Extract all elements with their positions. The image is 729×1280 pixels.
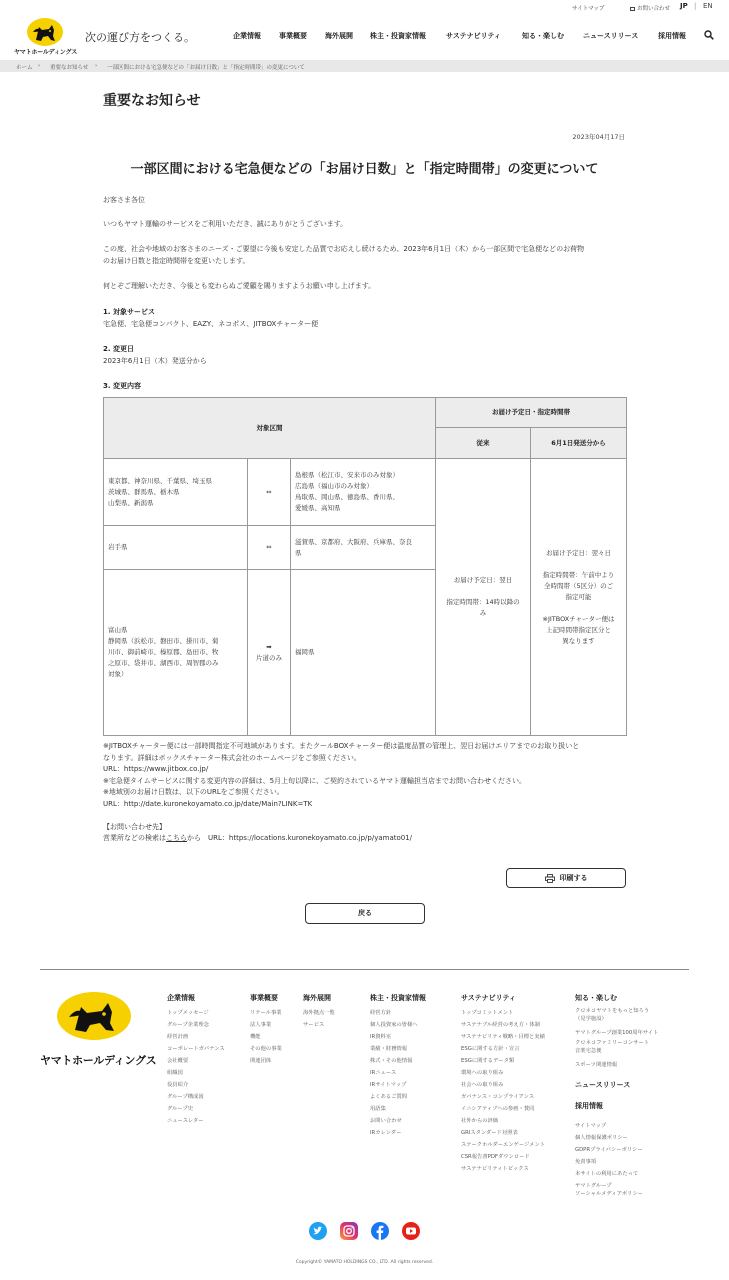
breadcrumb xyxy=(0,60,729,72)
lang-separator: | xyxy=(694,2,697,10)
footer-link[interactable]: 社会への取り組み xyxy=(461,1082,504,1088)
footer-link[interactable]: 個人投資家の皆様へ xyxy=(370,1022,418,1028)
old-conditions xyxy=(436,459,531,736)
section-1-title: 1. 対象サービス xyxy=(103,308,155,316)
footer-link[interactable]: 業績・財務情報 xyxy=(370,1046,408,1052)
footer-logo-text: ヤマトホールディングス xyxy=(40,1054,157,1067)
mail-icon xyxy=(630,7,635,11)
section-2-title: 2. 変更日 xyxy=(103,345,134,353)
footer-link[interactable]: グループ構成図 xyxy=(167,1094,204,1100)
twitter-icon[interactable] xyxy=(309,1222,327,1240)
right-arrow-icon: ➡ xyxy=(266,642,272,651)
footer-link[interactable]: 用語集 xyxy=(370,1106,386,1112)
note-line: ※JITBOXチャーター便には一部時間指定不可地域があります。またクールBOXチャーター便は温度品質の管理上、翌日お届けエリアまでのお取り扱いと xyxy=(103,742,580,750)
intro-line-2: のお届け日数と指定時間帯を変更いたします。 xyxy=(103,257,250,265)
header-old: 従来 xyxy=(436,428,531,459)
nav-enjoy[interactable]: 知る・楽しむ xyxy=(522,32,564,40)
thanks-text: いつもヤマト運輸のサービスをご利用いただき、誠にありがとうございます。 xyxy=(103,220,348,228)
footer-col-sustainability xyxy=(461,993,545,1175)
contact-heading: 【お問い合わせ先】 xyxy=(103,822,166,831)
change-table xyxy=(103,397,627,736)
search-icon[interactable] xyxy=(704,30,714,40)
footer-link[interactable]: ヤマトグループ創業100周年サイト xyxy=(575,1030,659,1036)
old-line: み xyxy=(479,609,487,617)
nav-global[interactable]: 海外展開 xyxy=(325,32,353,40)
row2-to xyxy=(291,526,436,570)
footer-link[interactable]: サステナビリティ戦略・目標と実績 xyxy=(461,1034,545,1040)
logo-text: ヤマトホールディングス xyxy=(14,49,78,56)
instagram-icon[interactable] xyxy=(340,1222,358,1240)
site-header xyxy=(0,14,729,60)
print-button[interactable] xyxy=(506,868,626,888)
new-conditions xyxy=(531,459,627,736)
contact-line xyxy=(103,833,626,845)
footer-link[interactable]: GRIスタンダード対照表 xyxy=(461,1130,518,1136)
breadcrumb-notices[interactable]: 重要なお知らせ xyxy=(50,65,89,71)
footer-link[interactable]: 組織図 xyxy=(167,1070,183,1076)
note-line: ※宅急便タイムサービスに関する変更内容の詳細は、5月上旬以降に、ご契約されているヤマト運輸担当店までお問い合わせください。 xyxy=(103,776,527,785)
footer-link[interactable]: 関連団体 xyxy=(250,1058,272,1064)
footer-col-title[interactable]: サステナビリティ xyxy=(461,994,516,1002)
new-line: ※JITBOXチャーター便は xyxy=(542,614,615,623)
printer-icon xyxy=(545,874,555,883)
footer-link[interactable]: 機能 xyxy=(250,1034,261,1040)
section-1-body: 宅急便、宅急便コンパクト、EAZY、ネコポス、JITBOXチャーター便 xyxy=(103,320,319,328)
footer-link[interactable]: イニシアティブへの参画・賛同 xyxy=(461,1106,535,1112)
footer-link[interactable]: 株式・その他情報 xyxy=(370,1058,413,1064)
footer-link[interactable]: リテール事業 xyxy=(250,1010,282,1016)
footer-link[interactable]: トップコミットメント xyxy=(461,1010,514,1016)
back-button[interactable]: 戻る xyxy=(305,903,425,924)
note-url[interactable]: URL：https://www.jitbox.co.jp/ xyxy=(103,765,209,773)
note-line: ※地域別のお届け日数は、以下のURLをご参照ください。 xyxy=(103,788,284,796)
contact-prefix: 営業所などの検索は xyxy=(103,834,166,842)
new-line: お届け予定日：翌々日 xyxy=(546,548,612,557)
nav-corporate[interactable]: 企業情報 xyxy=(233,32,261,40)
footer-link[interactable]: よくあるご質問 xyxy=(370,1094,408,1100)
footer-link[interactable]: クロネコヤマトをもっと知ろう xyxy=(575,1008,650,1014)
footer-link[interactable]: グループ史 xyxy=(167,1106,194,1112)
footer-col-ir xyxy=(370,993,426,1139)
row1-from xyxy=(104,459,248,526)
footer-link[interactable]: お問い合わせ xyxy=(370,1118,402,1124)
footer-col-corporate xyxy=(167,993,225,1127)
sitemap-link[interactable]: サイトマップ xyxy=(572,6,605,12)
new-line: 上記時間帯指定区分と xyxy=(546,625,612,634)
breadcrumb-current: 一部区間における宅急便などの「お届け日数」と「指定時間帯」の変更について xyxy=(107,65,305,71)
row2-to-line: 滋賀県、京都府、大阪府、兵庫県、奈良 xyxy=(295,537,412,546)
footer-kuroneko-logo-icon[interactable] xyxy=(57,992,131,1040)
row3-from-line: 之原市、袋井市、湖西市、周智郡のみ xyxy=(108,659,219,667)
old-line: 指定時間帯：14時以降の xyxy=(446,598,520,606)
footer-link[interactable]: 免責事項 xyxy=(575,1159,597,1165)
row3-from-line: 川市、御前崎市、榛原郡、島田市、牧 xyxy=(108,648,219,656)
footer-col-title[interactable]: 知る・楽しむ xyxy=(575,994,617,1002)
breadcrumb-separator: › xyxy=(95,63,98,69)
row1-to xyxy=(291,459,436,526)
section-3-title: 3. 変更内容 xyxy=(103,382,141,390)
row1-from-line: 茨城県、群馬県、栃木県 xyxy=(108,487,180,496)
section-2-body: 2023年6月1日（木）発送分から xyxy=(103,357,207,365)
footer-link[interactable]: ソーシャルメディアポリシー xyxy=(575,1191,644,1197)
footer-link[interactable]: 社外からの評価 xyxy=(461,1118,499,1124)
footer-link[interactable]: CSR報告書PDFダウンロード xyxy=(461,1154,530,1160)
youtube-icon[interactable] xyxy=(402,1222,420,1240)
footer-link[interactable]: 経営計画 xyxy=(167,1034,189,1040)
footer-link[interactable]: 海外拠点一覧 xyxy=(303,1010,335,1016)
tagline: 次の運び方をつくる。 xyxy=(85,31,195,44)
header-area: 対象区間 xyxy=(104,398,436,459)
footer-col-title[interactable]: 株主・投資家情報 xyxy=(370,994,426,1002)
footer-link[interactable]: 本サイトの利用にあたって xyxy=(575,1171,639,1177)
row3-from-line: 静岡県（浜松市、磐田市、掛川市、菊 xyxy=(108,637,219,645)
breadcrumb-home[interactable]: ホーム xyxy=(16,65,33,71)
footer-col-title[interactable]: 企業情報 xyxy=(167,994,195,1002)
notes-block xyxy=(103,741,626,845)
new-line: 全時間帯（5区分）のご xyxy=(543,581,614,590)
footer-link[interactable]: クロネコファミリーコンサート xyxy=(575,1040,650,1046)
footer-link[interactable]: GDPRプライバシーポリシー xyxy=(575,1147,643,1153)
lang-jp[interactable]: JP xyxy=(680,2,688,10)
facebook-icon[interactable] xyxy=(371,1222,389,1240)
footer-link[interactable]: IRサイトマップ xyxy=(370,1082,407,1088)
one-way-note: 片道のみ xyxy=(256,653,282,662)
footer-link[interactable]: 会社概要 xyxy=(167,1058,189,1064)
footer-link[interactable]: IRニュース xyxy=(370,1070,397,1076)
row1-from-line: 東京都、神奈川県、千葉県、埼玉県 xyxy=(108,476,212,485)
search-link[interactable]: こちら xyxy=(166,834,187,842)
row1-to-line: 愛媛県、高知県 xyxy=(295,504,341,512)
note-url[interactable]: URL：http://date.kuronekoyamato.co.jp/date/Main?LINK=TK xyxy=(103,799,313,808)
row3-arrow xyxy=(248,570,291,736)
row1-to-line: 鳥取県、岡山県、徳島県、香川県、 xyxy=(295,493,399,501)
footer-col-global xyxy=(303,993,335,1031)
print-label: 印刷する xyxy=(559,874,588,882)
contact-link[interactable] xyxy=(630,4,670,12)
footer-link[interactable]: その他の事業 xyxy=(250,1046,282,1052)
nav-news[interactable]: ニュースリリース xyxy=(583,32,639,40)
footer-link[interactable]: サイトマップ xyxy=(575,1123,607,1129)
row3-from-line: 富山県 xyxy=(108,626,128,634)
row2-from: 岩手県 xyxy=(104,526,248,570)
contact-suffix: から URL：https://locations.kuronekoyamato.co.jp/p/yamato01/ xyxy=(187,834,413,842)
row2-to-line: 県 xyxy=(295,548,302,557)
footer-divider xyxy=(40,969,689,970)
footer-link[interactable]: ガバナンス・コンプライアンス xyxy=(461,1094,535,1100)
footer-link[interactable]: 個人情報保護ポリシー xyxy=(575,1135,628,1141)
note-line: なります。詳細はボックスチャーター株式会社のホームページをご参照ください。 xyxy=(103,753,361,762)
nav-ir[interactable]: 株主・投資家情報 xyxy=(370,32,426,40)
footer-link[interactable]: IR資料室 xyxy=(370,1034,392,1040)
footer-link[interactable]: コーポレートガバナンス xyxy=(167,1046,225,1052)
nav-business[interactable]: 事業概要 xyxy=(279,32,307,40)
copyright: Copyright© YAMATO HOLDINGS CO., LTD. All rights reserved. xyxy=(295,1260,434,1265)
contact-label: お問い合わせ xyxy=(637,6,671,12)
new-line: 指定時間帯：午前中より xyxy=(542,570,615,579)
row3-from xyxy=(104,570,248,736)
notice-date: 2023年04月17日 xyxy=(572,133,625,141)
nav-recruit[interactable]: 採用情報 xyxy=(658,32,686,40)
nav-sustainability[interactable]: サステナビリティ xyxy=(446,32,501,40)
footer-link[interactable]: グループ企業理念 xyxy=(167,1022,209,1028)
footer-news-title[interactable]: ニュースリリース xyxy=(575,1081,631,1089)
footer-link[interactable]: （見学施設） xyxy=(575,1016,607,1022)
footer-link[interactable]: サービス xyxy=(303,1022,325,1028)
greeting: お客さま各位 xyxy=(103,196,145,204)
row3-from-line: 対象） xyxy=(108,670,128,678)
header-delivery: お届け予定日・指定時間帯 xyxy=(436,398,627,428)
footer-link[interactable]: 法人事業 xyxy=(250,1022,272,1028)
old-line: お届け予定日：翌日 xyxy=(453,576,513,584)
footer-col-enjoy xyxy=(575,993,658,1198)
footer-link[interactable]: ESGに関する方針・宣言 xyxy=(461,1046,520,1052)
row1-arrow: ⇔ xyxy=(248,459,291,526)
footer-link[interactable]: 経営方針 xyxy=(370,1010,392,1016)
footer-link[interactable]: ニュースレター xyxy=(167,1118,204,1124)
footer-link[interactable]: ヤマトグループ xyxy=(575,1183,612,1189)
footer-col-title[interactable]: 海外展開 xyxy=(303,994,331,1002)
footer-link[interactable]: 音楽宅急便 xyxy=(575,1048,602,1054)
footer-link[interactable]: トップメッセージ xyxy=(167,1010,209,1016)
lang-en[interactable]: EN xyxy=(703,2,713,10)
footer-recruit-title[interactable]: 採用情報 xyxy=(575,1102,603,1110)
row1-from-line: 山梨県、新潟県 xyxy=(108,498,154,507)
new-line: 指定可能 xyxy=(565,592,592,601)
footer-link[interactable]: 役員紹介 xyxy=(167,1082,189,1088)
footer-col-business xyxy=(250,993,282,1067)
footer-link[interactable]: サステナビリティトピックス xyxy=(461,1166,529,1172)
row3-to: 福岡県 xyxy=(291,570,436,736)
notice-title: 一部区間における宅急便などの「お届け日数」と「指定時間帯」の変更について xyxy=(130,162,599,177)
footer-col-title[interactable]: 事業概要 xyxy=(250,994,278,1002)
header-new: 6月1日発送分から xyxy=(531,428,627,459)
intro-line-1: この度、社会や地域のお客さまのニーズ・ご要望に今後も安定した品質でお応えし続けるため、2023年6月1日（木）から一部区間で宅急便などのお荷物 xyxy=(103,245,585,253)
page-title: 重要なお知らせ xyxy=(103,93,201,109)
request-text: 何とぞご理解いただき、今後とも変わらぬご愛顧を賜りますようお願い申し上げます。 xyxy=(103,282,376,290)
utility-bar xyxy=(0,0,729,14)
footer-link[interactable]: ステークホルダーエンゲージメント xyxy=(461,1142,546,1148)
row1-to-line: 広島県（福山市のみ対象） xyxy=(295,482,373,490)
footer-link[interactable]: 環境への取り組み xyxy=(461,1070,504,1076)
row1-to-line: 島根県（松江市、安来市のみ対象） xyxy=(295,471,399,479)
breadcrumb-separator: › xyxy=(38,63,41,69)
footer-link[interactable]: IRカレンダー xyxy=(370,1130,402,1136)
new-line: 異なります xyxy=(562,636,595,645)
footer-link[interactable]: サステナブル経営の考え方・体制 xyxy=(461,1022,540,1028)
footer-link[interactable]: スポーツ関連情報 xyxy=(575,1062,618,1068)
row2-arrow: ⇔ xyxy=(248,526,291,570)
footer-link[interactable]: ESGに関するデータ類 xyxy=(461,1058,515,1064)
kuroneko-logo-icon[interactable] xyxy=(27,18,63,46)
